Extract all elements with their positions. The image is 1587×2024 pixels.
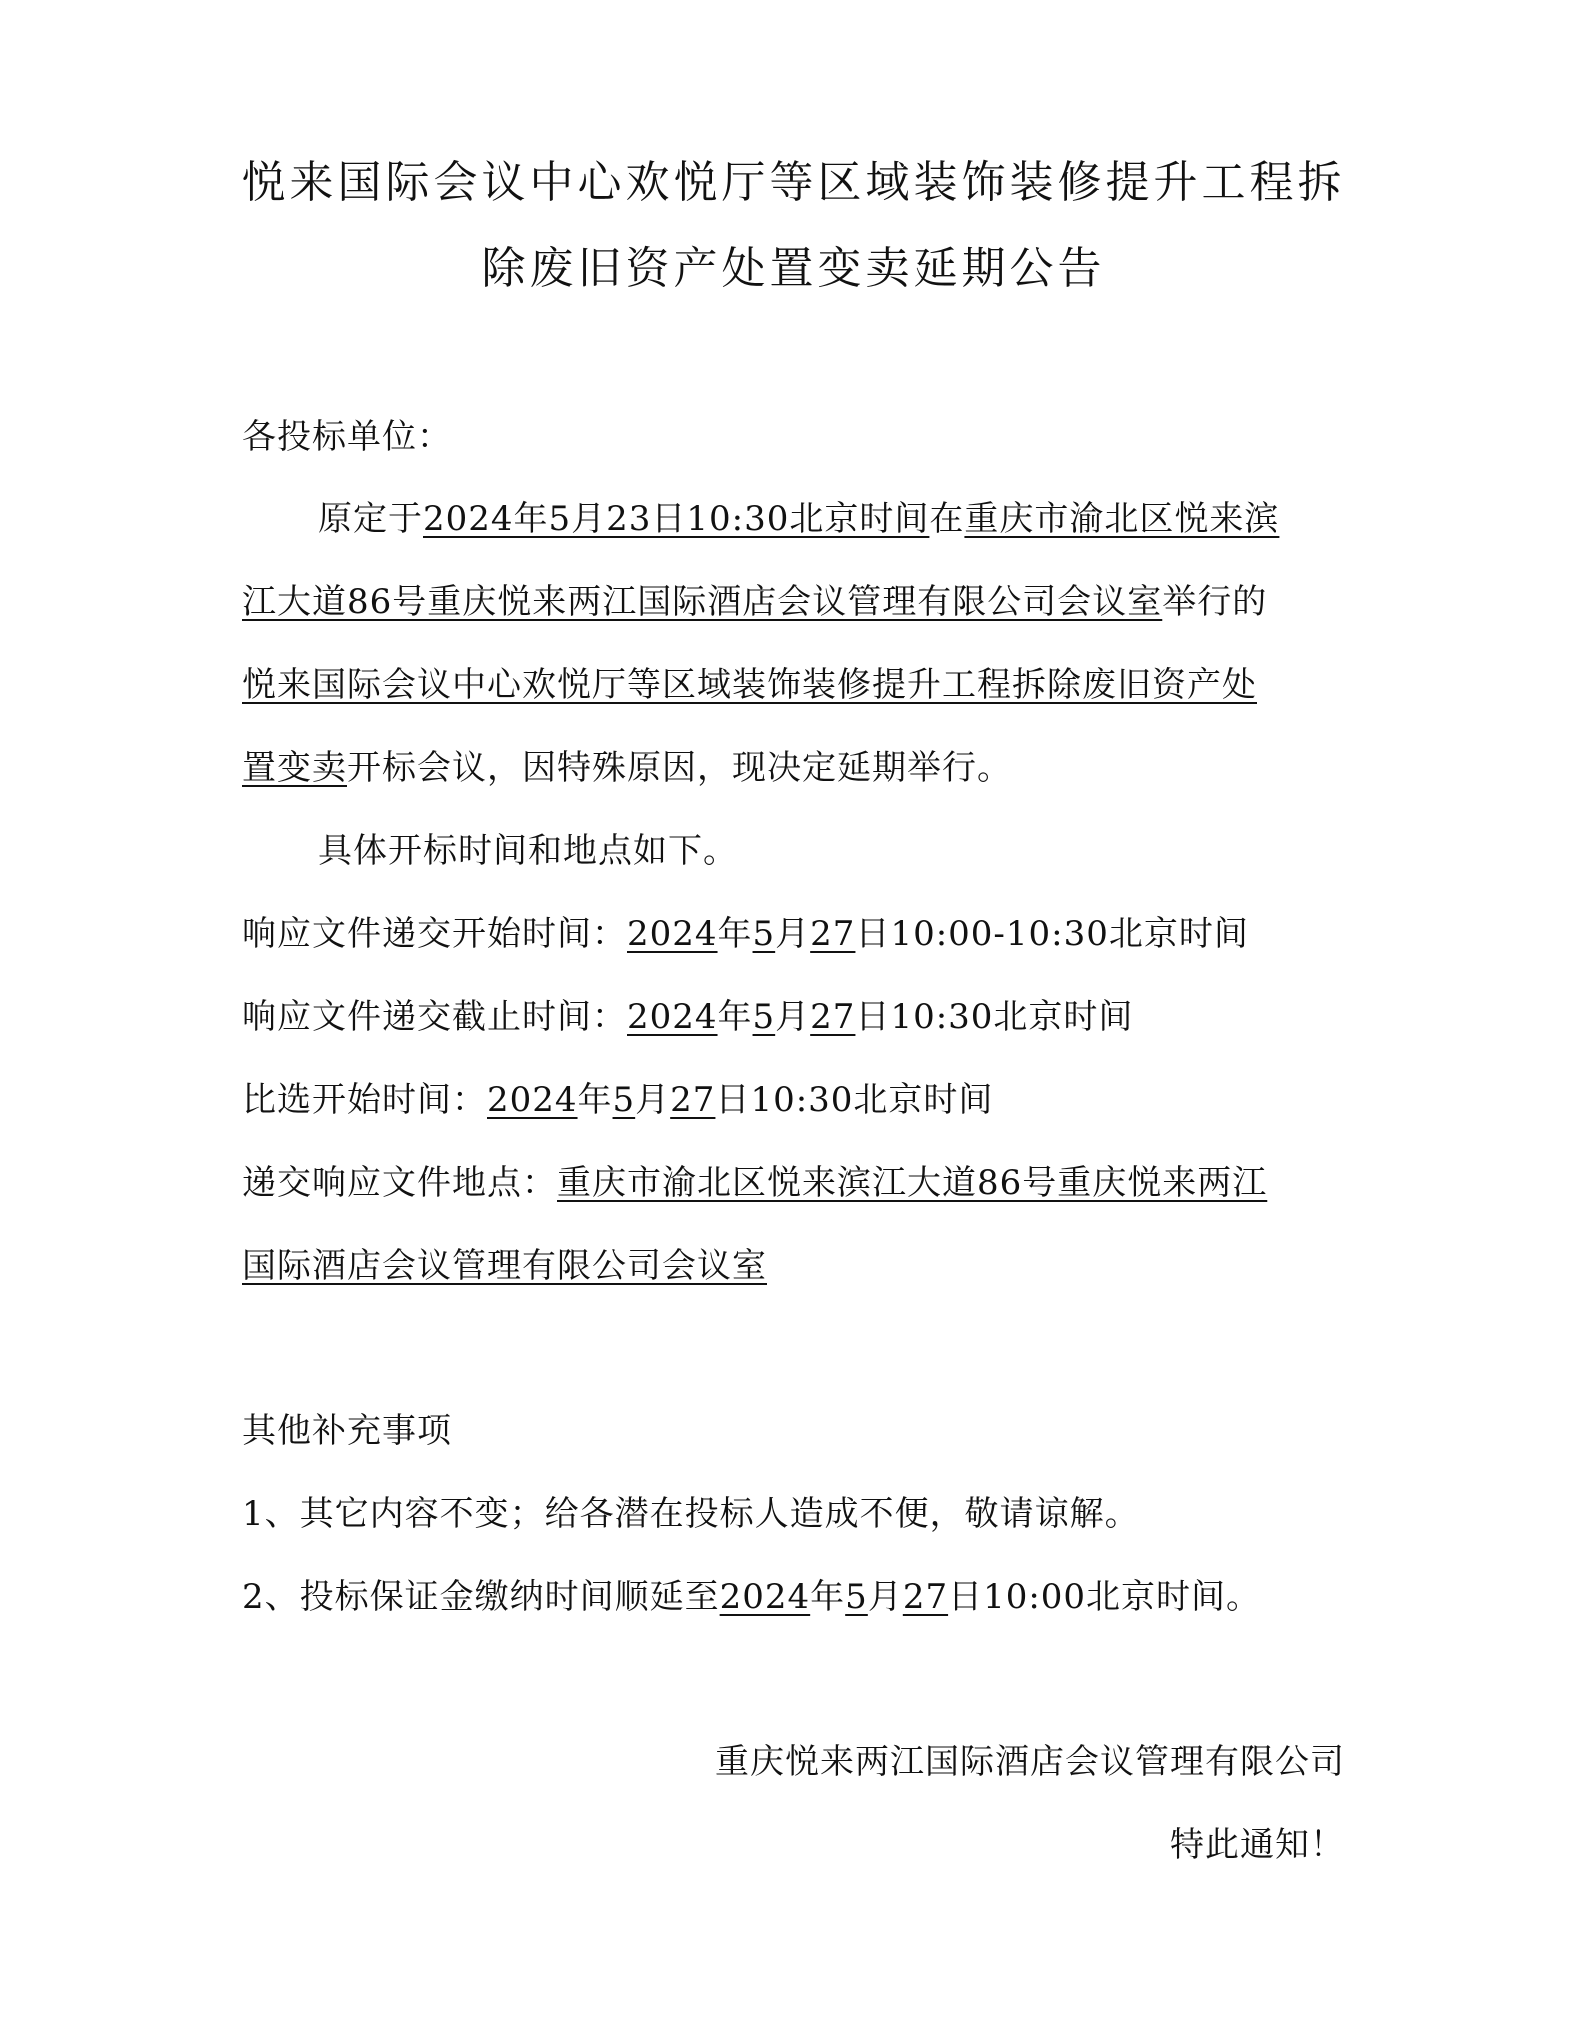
- submission-location-line-2: [242, 1244, 767, 1288]
- submission-address-part-2: 国际酒店会议管理有限公司会议室: [242, 1246, 767, 1286]
- other-item-1: 1、其它内容不变；给各潜在投标人造成不便，敬请谅解。: [242, 1494, 1140, 1534]
- salutation: 各投标单位：: [242, 417, 452, 457]
- other-items-heading: 其他补充事项: [242, 1411, 452, 1451]
- original-datetime: 2024年5月23日10:30北京时间: [423, 499, 930, 539]
- selection-start-time: 比选开始时间：2024年5月27日10:30北京时间: [242, 1080, 994, 1120]
- paragraph-1-line-4: 置变卖开标会议，因特殊原因，现决定延期举行。: [242, 748, 1012, 788]
- submission-location-line-1: 递交响应文件地点：重庆市渝北区悦来滨江大道86号重庆悦来两江: [242, 1163, 1268, 1203]
- project-name-part-2: 置变卖: [242, 748, 347, 788]
- paragraph-1-line-2: 江大道86号重庆悦来两江国际酒店会议管理有限公司会议室举行的: [242, 582, 1268, 622]
- project-name-part-1: 悦来国际会议中心欢悦厅等区域装饰装修提升工程拆除废旧资产处: [242, 665, 1257, 705]
- submit-start-time: 响应文件递交开始时间：2024年5月27日10:00-10:30北京时间: [242, 914, 1249, 954]
- issuer-signature: 重庆悦来两江国际酒店会议管理有限公司: [715, 1742, 1345, 1782]
- closing-remark: 特此通知！: [1170, 1825, 1345, 1865]
- paragraph-1-line-1: 原定于2024年5月23日10:30北京时间在重庆市渝北区悦来滨: [318, 499, 1280, 539]
- paragraph-2: 具体开标时间和地点如下。: [318, 831, 738, 871]
- title-line-1: 悦来国际会议中心欢悦厅等区域装饰装修提升工程拆: [241, 157, 1346, 208]
- submission-address-part-1: 重庆市渝北区悦来滨江大道86号重庆悦来两江: [557, 1163, 1268, 1203]
- submit-deadline: 响应文件递交截止时间：2024年5月27日10:30北京时间: [242, 997, 1134, 1037]
- notice-title: [230, 140, 1357, 312]
- original-address-part-2: 江大道86号重庆悦来两江国际酒店会议管理有限公司会议室: [242, 582, 1163, 622]
- paragraph-1-line-3: [242, 663, 1257, 707]
- other-item-2: 2、投标保证金缴纳时间顺延至2024年5月27日10:00北京时间。: [242, 1577, 1262, 1617]
- original-address-part-1: 重庆市渝北区悦来滨: [964, 499, 1280, 539]
- title-line-2: 除废旧资产处置变卖延期公告: [481, 243, 1106, 294]
